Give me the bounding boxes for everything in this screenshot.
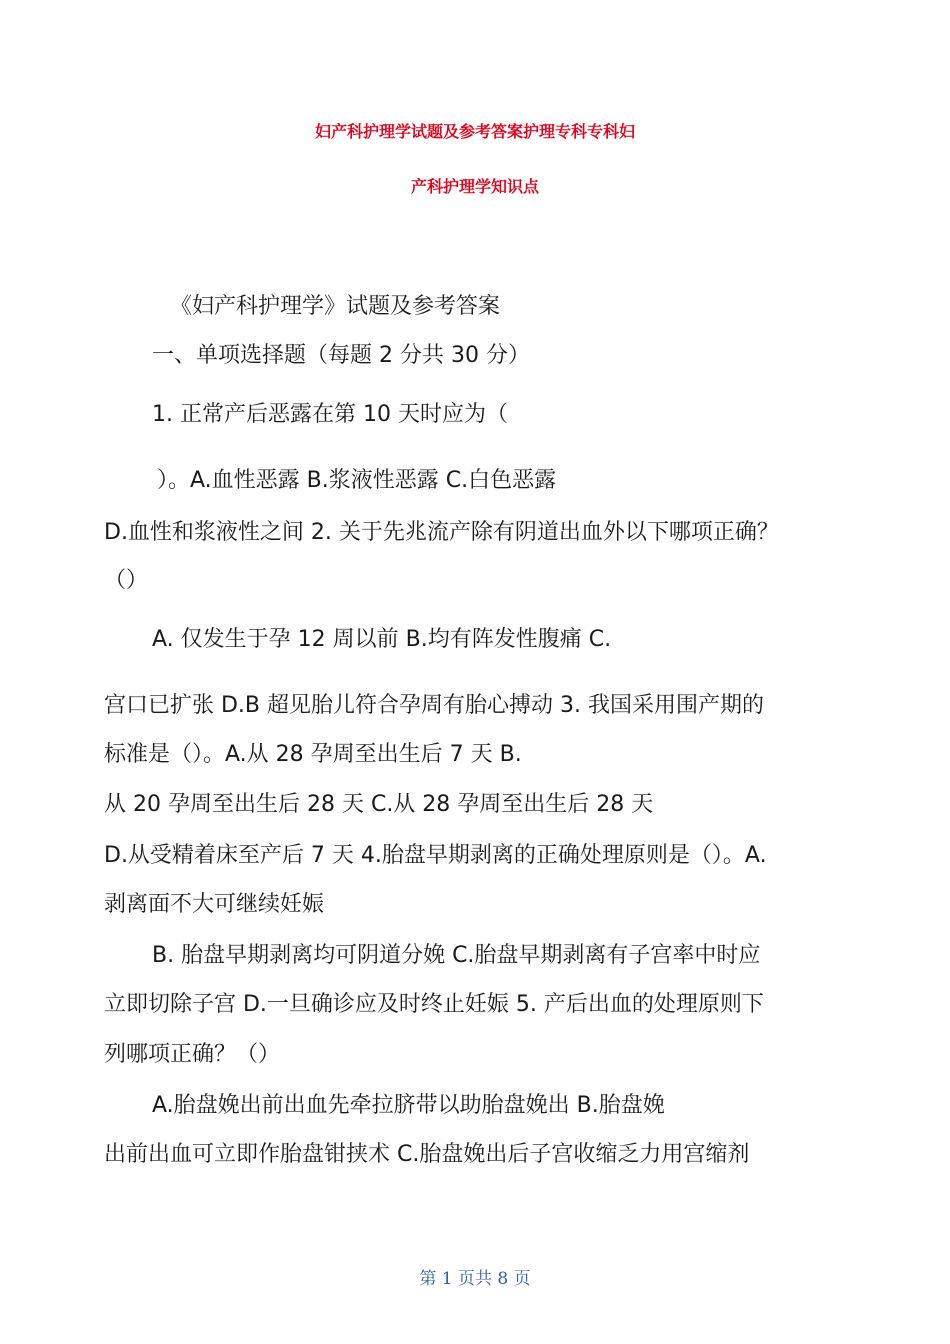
text-line-4: ）。A.血性恶露 B.浆液性恶露 C.白色恶露 <box>157 468 557 493</box>
text-line-6: （） <box>104 568 149 593</box>
text-line-14: 立即切除子宫 D.一旦确诊应及时终止妊娠 5. 产后出血的处理原则下 <box>104 992 764 1017</box>
text-line-10: 从 20 孕周至出生后 28 天 C.从 28 孕周至出生后 28 天 <box>104 792 654 817</box>
text-line-16: A.胎盘娩出前出血先牵拉脐带以助胎盘娩出 B.胎盘娩 <box>152 1093 665 1118</box>
text-line-1: 《妇产科护理学》试题及参考答案 <box>170 294 501 319</box>
text-line-13: B. 胎盘早期剥离均可阴道分娩 C.胎盘早期剥离有子宫率中时应 <box>152 943 761 968</box>
text-line-5: D.血性和浆液性之间 2. 关于先兆流产除有阴道出血外以下哪项正确？ <box>104 520 779 545</box>
text-line-12: 剥离面不大可继续妊娠 <box>104 892 325 917</box>
document-title-line-1: 妇产科护理学试题及参考答案护理专科专科妇 <box>314 122 635 141</box>
text-line-17: 出前出血可立即作胎盘钳挟术 C.胎盘娩出后子宫收缩乏力用宫缩剂 <box>104 1142 750 1167</box>
text-line-8: 宫口已扩张 D.B 超见胎儿符合孕周有胎心搏动 3. 我国采用围产期的 <box>104 693 764 718</box>
text-line-3: 1. 正常产后恶露在第 10 天时应为（ <box>152 402 508 427</box>
page-footer: 第 1 页共 8 页 <box>419 1269 531 1289</box>
text-line-7: A. 仅发生于孕 12 周以前 B.均有阵发性腹痛 C. <box>152 627 612 652</box>
document-title-line-2: 产科护理学知识点 <box>410 177 539 196</box>
text-line-11: D.从受精着床至产后 7 天 4.胎盘早期剥离的正确处理原则是（）。A. <box>104 843 767 868</box>
text-line-2: 一、单项选择题（每题 2 分共 30 分） <box>152 343 530 368</box>
text-line-15: 列哪项正确？（） <box>104 1042 281 1067</box>
text-line-9: 标准是（）。A.从 28 孕周至出生后 7 天 B. <box>104 742 522 767</box>
